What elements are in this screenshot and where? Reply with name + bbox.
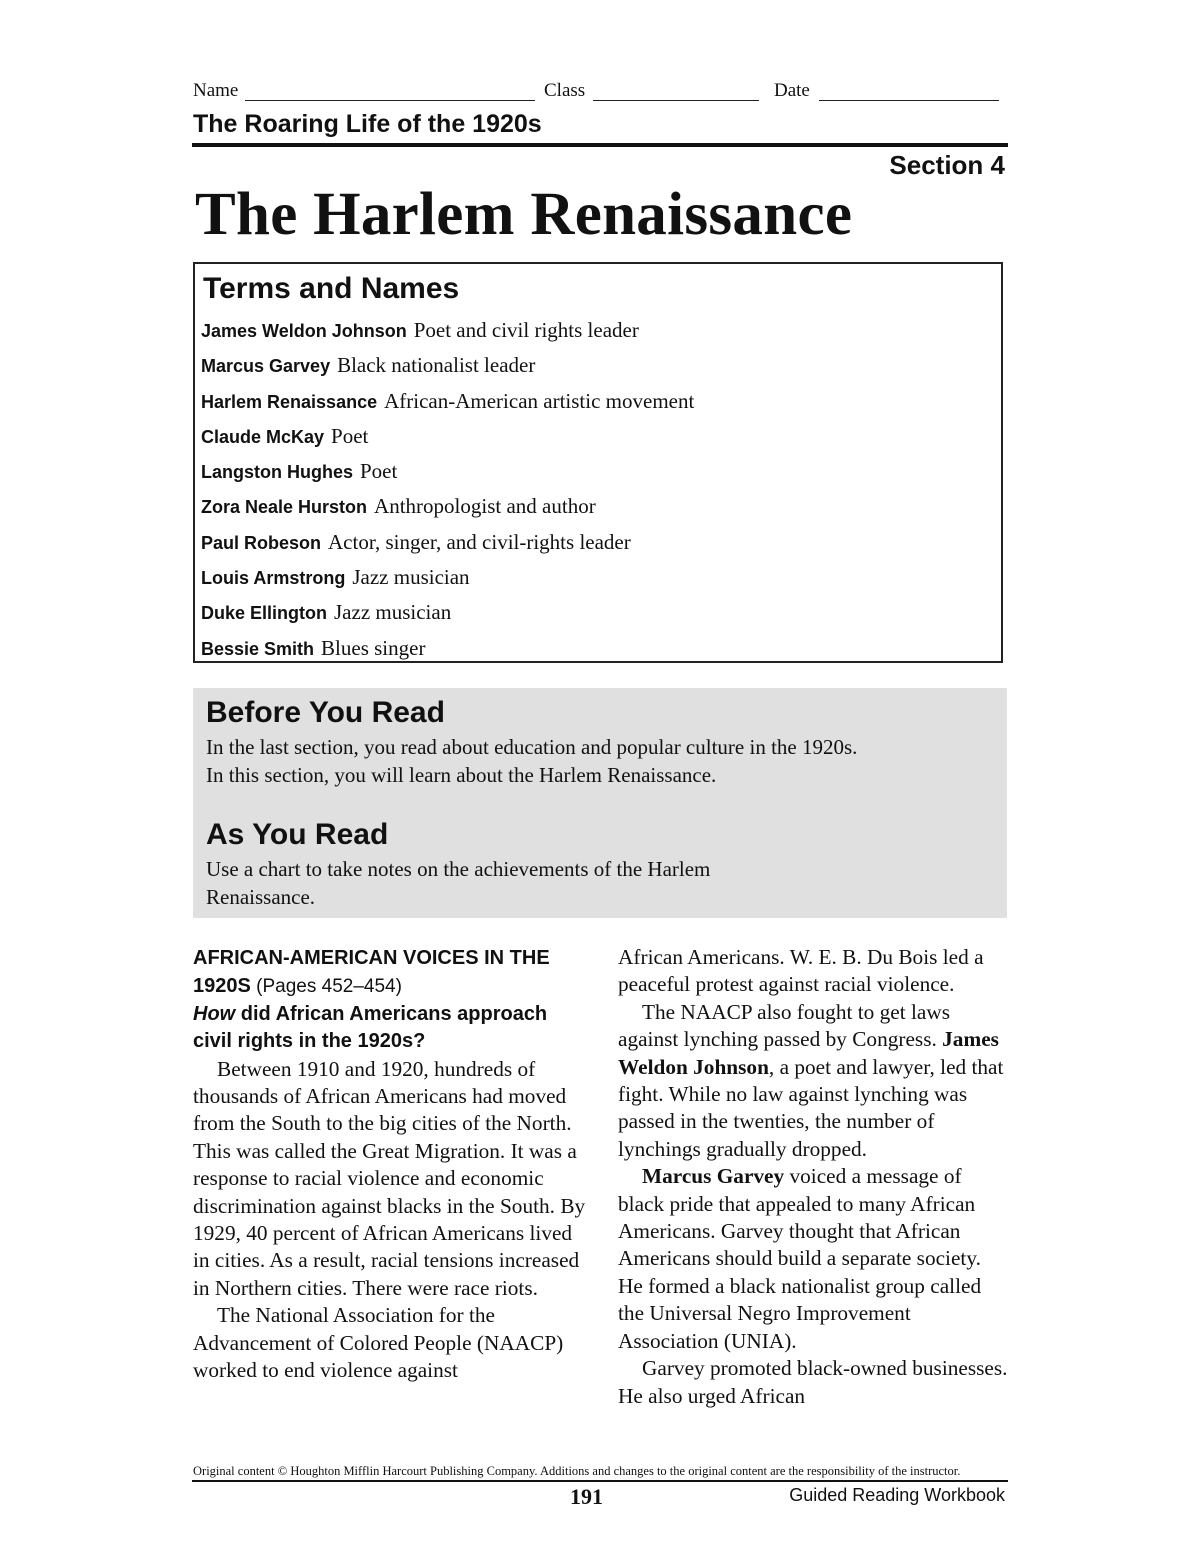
list-item [201, 562, 694, 597]
reading-guide-box [193, 688, 1007, 918]
term-name: James Weldon Johnson [201, 321, 407, 341]
term-definition: Poet [360, 459, 398, 484]
term-name: Marcus Garvey [201, 356, 331, 377]
list-item [201, 315, 694, 350]
header-divider [192, 143, 1008, 147]
list-item [201, 527, 694, 562]
term-name: Zora Neale Hurston [201, 497, 368, 518]
copyright-notice: Original content © Houghton Mifflin Harcourt Publishing Company. Additions and changes to the original content are the responsibility of the instructor. [193, 1464, 961, 1478]
page-reference: (Pages 452–454) [256, 976, 402, 998]
article-column-left [193, 944, 589, 1385]
footer-divider [192, 1480, 1008, 1482]
term-name: Harlem Renaissance [201, 391, 378, 412]
workbook-title: Guided Reading Workbook [789, 1485, 1005, 1505]
terms-list [201, 315, 694, 668]
student-info-line [193, 80, 1005, 106]
term-definition: Black nationalist leader [337, 353, 536, 378]
term-name: Claude McKay [201, 426, 325, 447]
term-name: Duke Ellington [201, 603, 327, 624]
list-item [201, 386, 694, 421]
terms-and-names-box [193, 262, 1003, 663]
term-definition: Jazz musician [334, 600, 452, 625]
list-item [201, 633, 694, 668]
page-number: 191 [570, 1484, 603, 1509]
chapter-title: The Roaring Life of the 1920s [193, 110, 542, 138]
term-name: Louis Armstrong [201, 568, 346, 589]
before-you-read-text: In the last section, you read about education and popular culture in the 1920s. In this section, you will learn about the Harlem Renaissance. [206, 735, 858, 787]
paragraph-continued: African Americans. W. E. B. Du Bois led a peaceful protest against racial violence. [618, 945, 984, 997]
page-title: The Harlem Renaissance [195, 181, 853, 248]
date-label: Date [774, 80, 810, 101]
article-column-right [618, 944, 1010, 1410]
before-you-read-heading: Before You Read [206, 696, 445, 729]
term-definition: Anthropologist and author [374, 494, 596, 519]
paragraph: Marcus Garvey voiced a message of black pride that appealed to many African Americans. Garvey thought that African Americans should build a separate society. He formed a black nationalist group called the Universal Negro Improvement Association (UNIA). [618, 1164, 982, 1353]
paragraph: Between 1910 and 1920, hundreds of thousands of African Americans had moved from the South to the big cities of the North. This was called the Great Migration. It was a response to racial violence and economic discrimination against blacks in the South. By 1929, 40 percent of African Americans lived in cities. As a result, racial tensions increased in Northern cities. There were race riots. [193, 1056, 586, 1300]
focus-question: How did African Americans approach civil rights in the 1920s? [193, 1002, 548, 1053]
name-field[interactable] [245, 100, 535, 101]
paragraph: Garvey promoted black-owned businesses. He also urged African [618, 1356, 1008, 1408]
class-field[interactable] [593, 100, 759, 101]
term-name: Paul Robeson [201, 532, 322, 553]
name-label: Name [193, 80, 239, 101]
term-definition: African-American artistic movement [384, 388, 695, 413]
list-item [201, 597, 694, 632]
as-you-read-text: Use a chart to take notes on the achievements of the Harlem Renaissance. [206, 857, 711, 909]
term-definition: Actor, singer, and civil-rights leader [328, 529, 631, 554]
date-field[interactable] [819, 100, 999, 101]
term-name: Bessie Smith [201, 638, 315, 659]
term-definition: Poet and civil rights leader [413, 318, 639, 342]
term-definition: Poet [331, 423, 369, 448]
paragraph: The NAACP also fought to get laws against lynching passed by Congress. James Weldon Johnson, a poet and lawyer, led that fight. While no law against lynching was passed in the twenties, the number of lynchings gradually dropped. [618, 999, 1004, 1161]
as-you-read-heading: As You Read [206, 818, 389, 851]
list-item [201, 421, 694, 456]
paragraph: The National Association for the Advancement of Colored People (NAACP) worked to end violence against [193, 1303, 564, 1383]
list-item [201, 456, 694, 491]
section-label: Section 4 [889, 150, 1005, 180]
term-name: Langston Hughes [201, 462, 353, 483]
terms-heading: Terms and Names [203, 272, 460, 305]
term-definition: Jazz musician [352, 565, 470, 590]
list-item [201, 350, 694, 385]
list-item [201, 491, 694, 526]
term-definition: Blues singer [321, 635, 426, 660]
article-heading: AFRICAN-AMERICAN VOICES IN THE 1920S (Pages 452–454) [193, 947, 550, 998]
class-label: Class [544, 80, 586, 101]
